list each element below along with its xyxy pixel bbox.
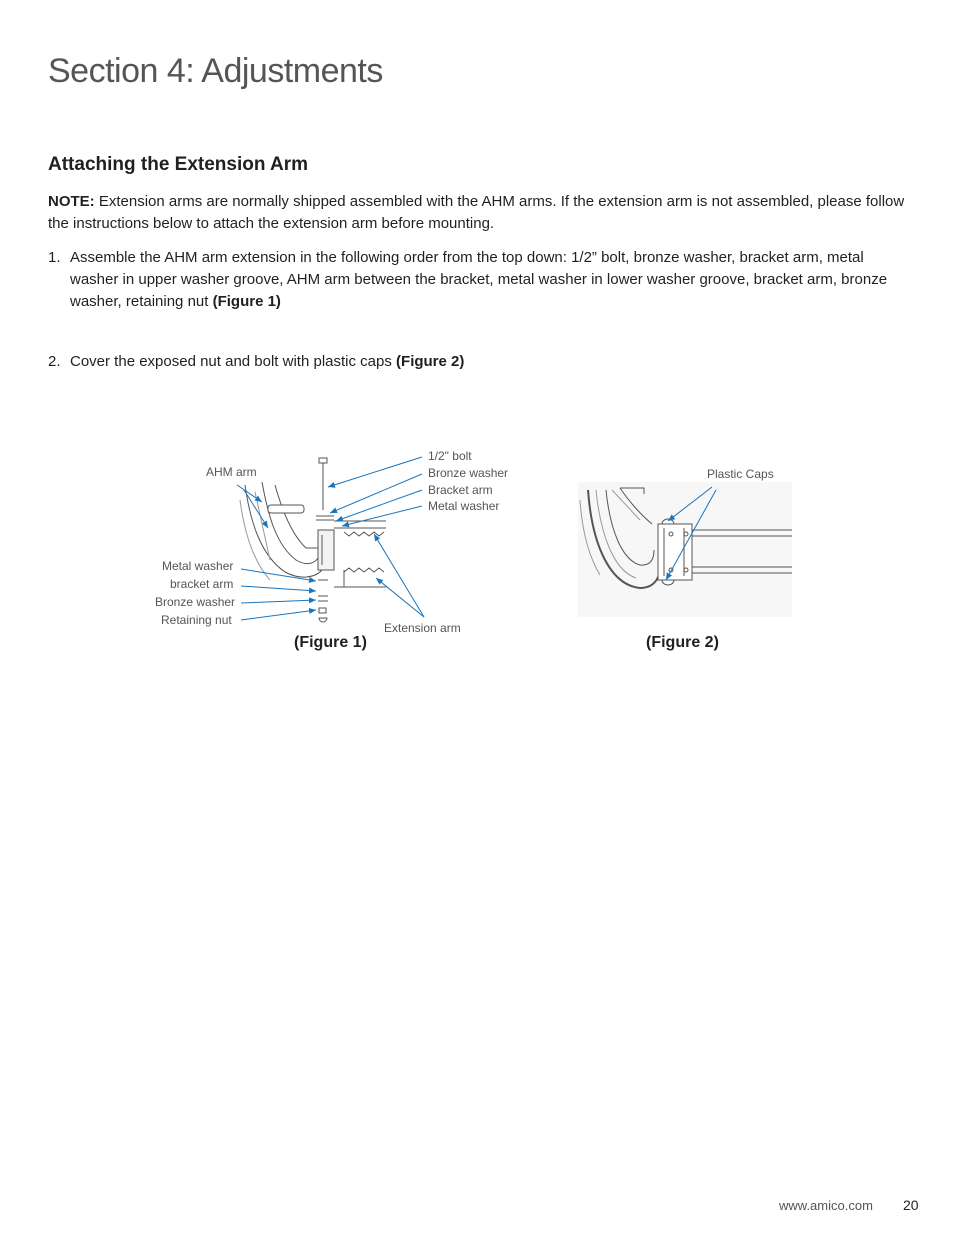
- step-1-text: Assemble the AHM arm extension in the following order from the top down: 1/2” bolt, bronze washer, bracket arm, metal washer in upper washer groove, AHM arm between the bracket, metal washer in lower washer groove, bracket arm, bronze washer, retaining nut: [70, 249, 888, 310]
- figure-1-callout-arrows: [237, 457, 424, 620]
- callout-ahm-arm: AHM arm: [206, 465, 257, 479]
- step-2-figure-ref: (Figure 2): [396, 353, 465, 370]
- ahm-arm-drawing: [240, 458, 386, 622]
- callout-plastic-caps: Plastic Caps: [707, 467, 774, 481]
- callout-metal-washer-bottom: Metal washer: [162, 559, 234, 573]
- figure-2-callout-arrows: [666, 487, 716, 580]
- figure-1-caption: (Figure 1): [294, 634, 367, 651]
- callout-metal-washer-top: Metal washer: [428, 499, 500, 513]
- step-2: [48, 351, 908, 373]
- step-1-text-wrap: [70, 247, 908, 313]
- callout-bracket-arm-bottom: bracket arm: [170, 577, 234, 591]
- callout-retaining-nut: Retaining nut: [161, 613, 232, 627]
- callout-bronze-washer-top: Bronze washer: [428, 466, 509, 480]
- step-2-text: Cover the exposed nut and bolt with plastic caps: [70, 353, 397, 370]
- note-paragraph: [48, 191, 908, 235]
- callout-bracket-arm-top: Bracket arm: [428, 483, 493, 497]
- step-2-text-wrap: [70, 351, 908, 373]
- step-2-number: 2.: [48, 353, 61, 370]
- section-title: Section 4: Adjustments: [48, 52, 383, 90]
- callout-bronze-washer-bottom: Bronze washer: [155, 595, 236, 609]
- note-text: Extension arms are normally shipped assembled with the AHM arms. If the extension arm is not assembled, please follow the instructions below to attach the extension arm before mounting.: [48, 193, 905, 232]
- page-number: 20: [903, 1197, 919, 1213]
- note-label: NOTE:: [48, 193, 95, 210]
- footer-url: www.amico.com: [779, 1198, 873, 1213]
- step-1-figure-ref: (Figure 1): [212, 293, 281, 310]
- figure-2-caption: (Figure 2): [646, 634, 719, 651]
- callout-bolt: 1/2" bolt: [428, 449, 472, 463]
- figure-2-drawing: [578, 482, 792, 617]
- step-1-number: 1.: [48, 249, 61, 266]
- step-1: [48, 247, 908, 313]
- subheading: Attaching the Extension Arm: [48, 154, 309, 175]
- callout-extension-arm: Extension arm: [384, 621, 461, 635]
